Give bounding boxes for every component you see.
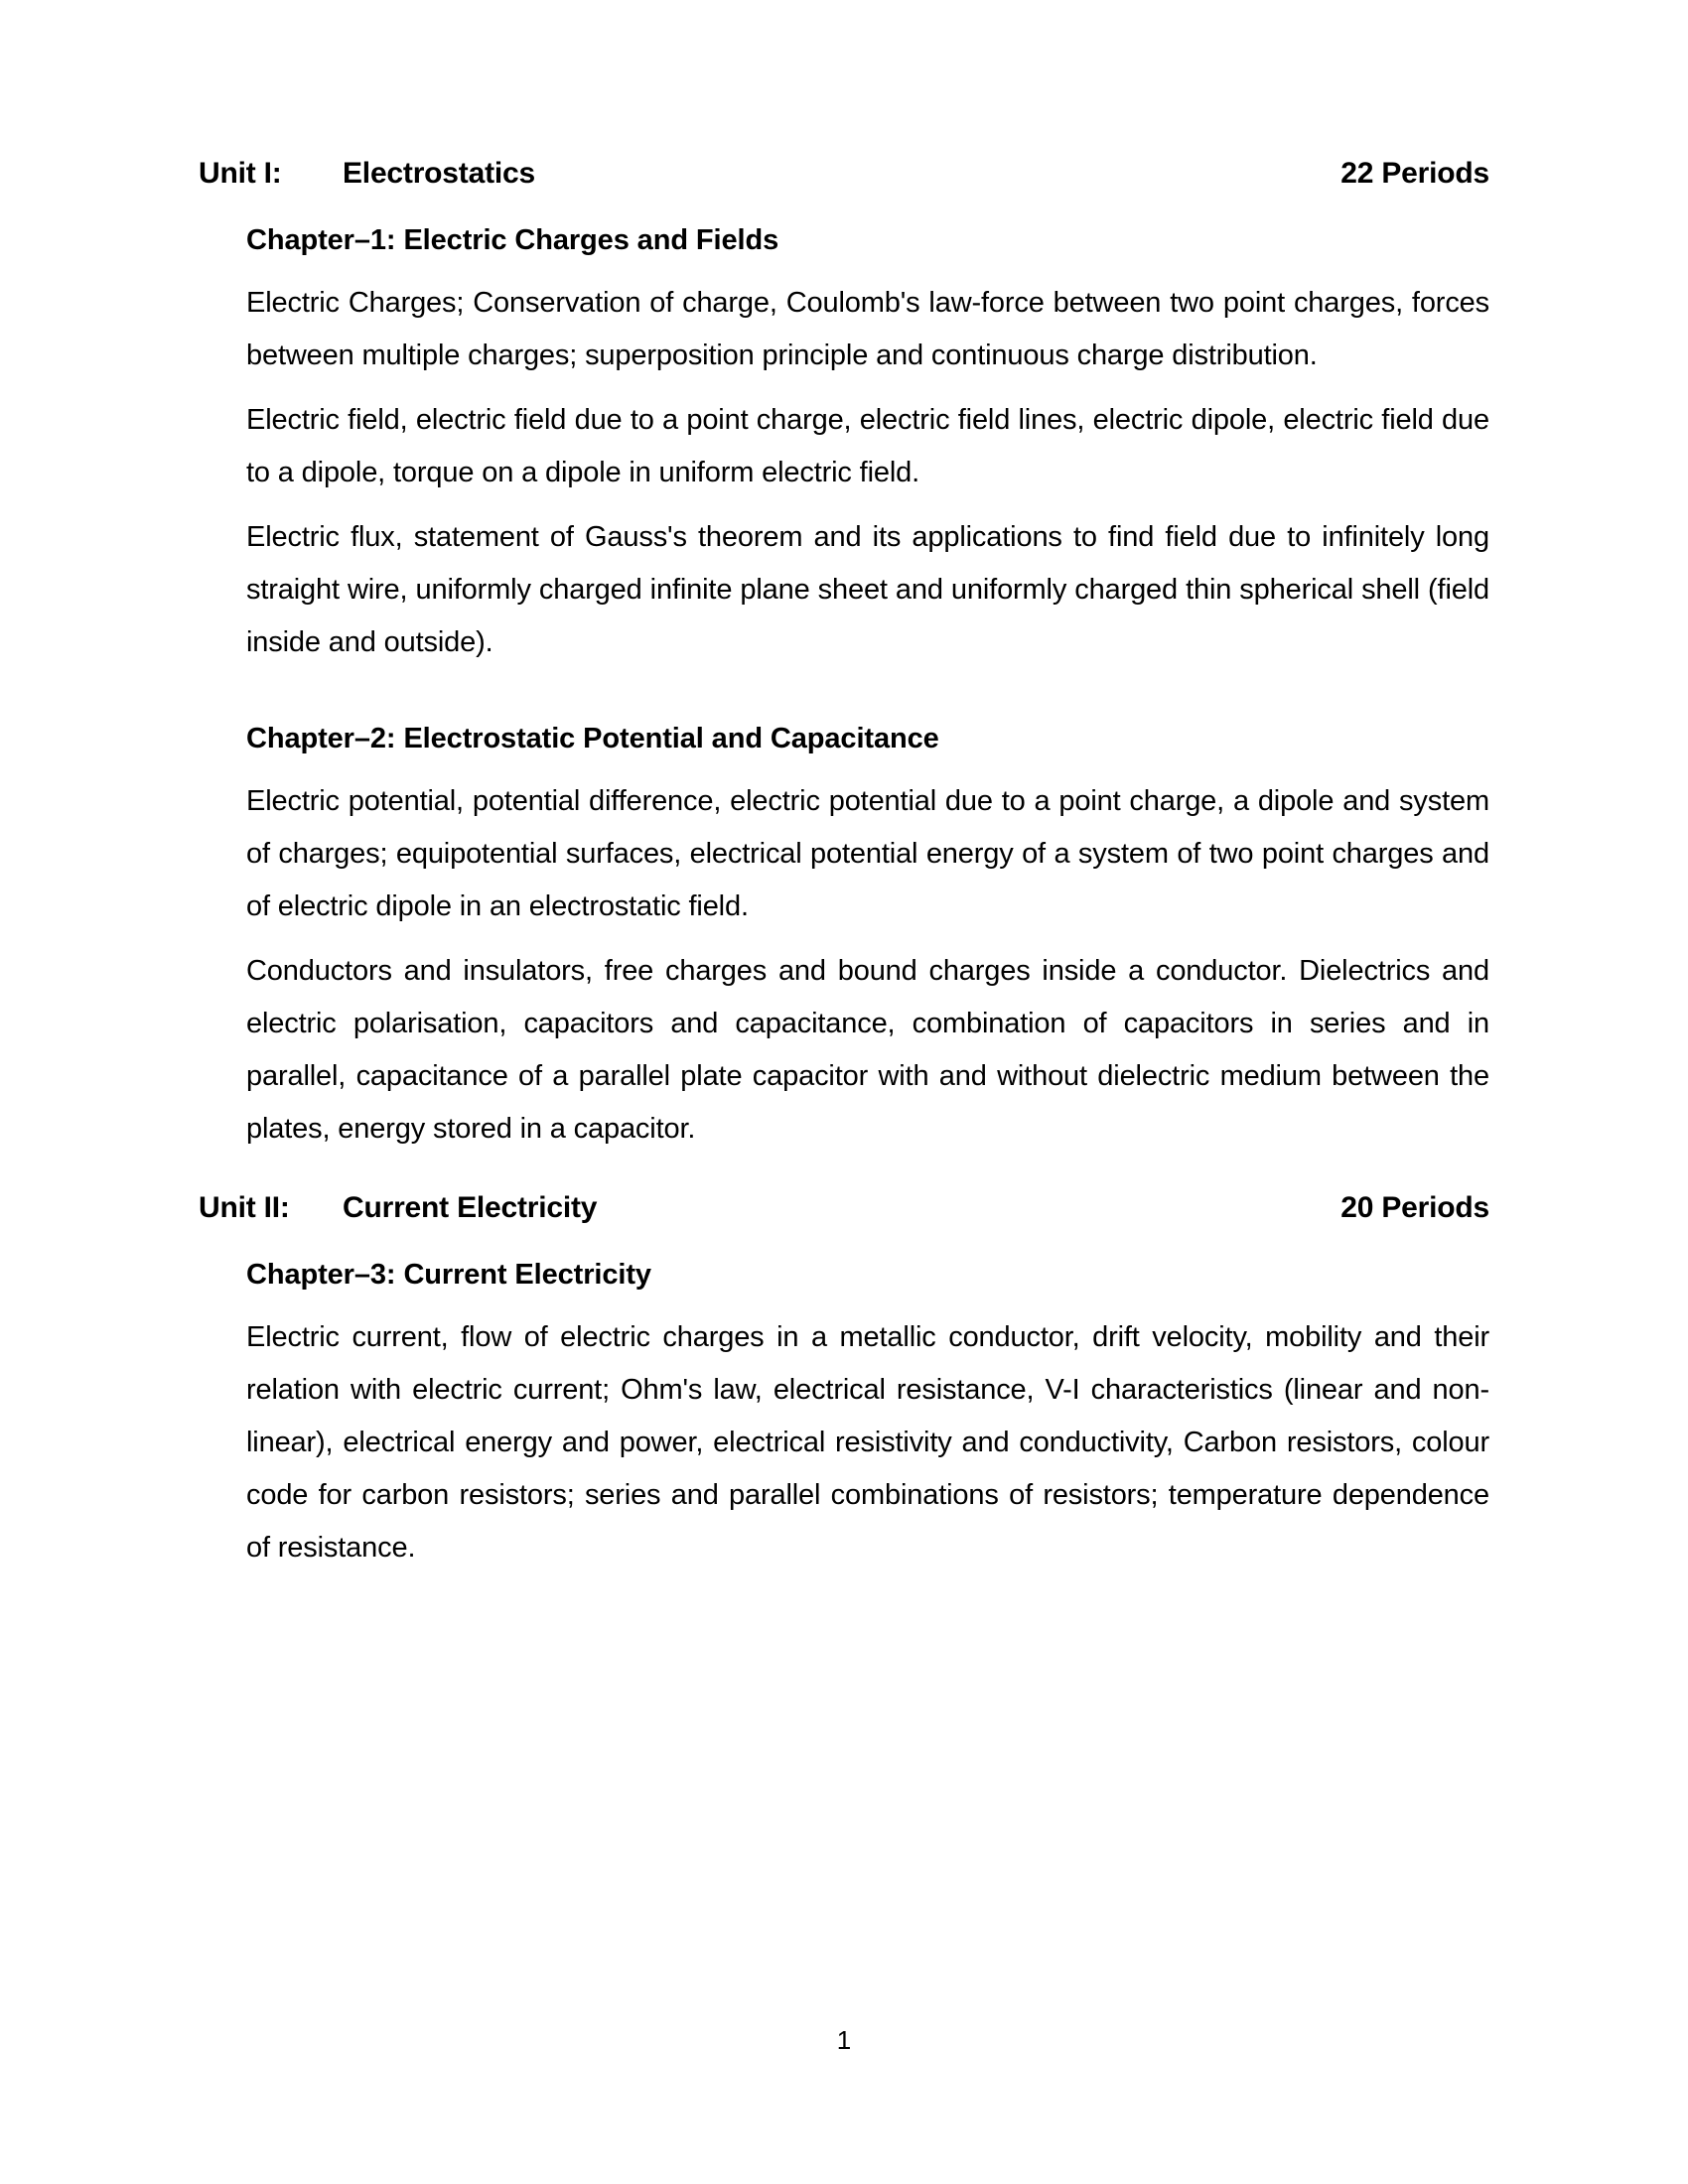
unit-title: Electrostatics	[343, 157, 535, 190]
unit-periods: 22 Periods	[1340, 157, 1489, 190]
unit-label: Unit I:	[199, 157, 282, 190]
paragraph: Electric field, electric field due to a point charge, electric field lines, electric dipole, electric field due to a dipole, torque on a dipole in uniform electric field.	[246, 404, 1489, 488]
chapter-heading: Chapter–1: Electric Charges and Fields	[246, 224, 779, 256]
chapter-section-1	[246, 226, 1489, 669]
unit-title: Current Electricity	[343, 1191, 598, 1224]
paragraph: Conductors and insulators, free charges and bound charges inside a conductor. Dielectrics and electric polarisation, capacitors and capacitance, combination of capacitors in series and in parallel, capacitance of a parallel plate capacitor with and without dielectric medium between the plates, energy stored in a capacitor.	[246, 955, 1489, 1145]
page-number: 1	[836, 2025, 852, 2055]
paragraph: Electric flux, statement of Gauss's theorem and its applications to find field due to infinitely long straight wire, uniformly charged infinite plane sheet and uniformly charged thin spherical shell (field inside and outside).	[246, 521, 1489, 658]
paragraph: Electric potential, potential difference, electric potential due to a point charge, a dipole and system of charges; equipotential surfaces, electrical potential energy of a system of two point charges and of electric dipole in an electrostatic field.	[246, 785, 1489, 922]
page-content	[199, 159, 1489, 1574]
paragraph: Electric current, flow of electric charges in a metallic conductor, drift velocity, mobility and their relation with electric current; Ohm's law, electrical resistance, V-I characteristics (linear and non-linear), electrical energy and power, electrical resistivity and conductivity, Carbon resistors, colour code for carbon resistors; series and parallel combinations of resistors; temperature dependence of resistance.	[246, 1321, 1489, 1564]
chapter-heading: Chapter–3: Current Electricity	[246, 1259, 651, 1291]
unit-periods: 20 Periods	[1340, 1191, 1489, 1224]
unit-header-2	[199, 1193, 1489, 1223]
chapter-section-3	[246, 1261, 1489, 1574]
paragraph: Electric Charges; Conservation of charge, Coulomb's law-force between two point charges, forces between multiple charges; superposition principle and continuous charge distribution.	[246, 287, 1489, 371]
chapter-heading: Chapter–2: Electrostatic Potential and Capacitance	[246, 723, 939, 754]
unit-header-1	[199, 159, 1489, 189]
chapter-section-2	[246, 725, 1489, 1156]
unit-label: Unit II:	[199, 1191, 290, 1224]
